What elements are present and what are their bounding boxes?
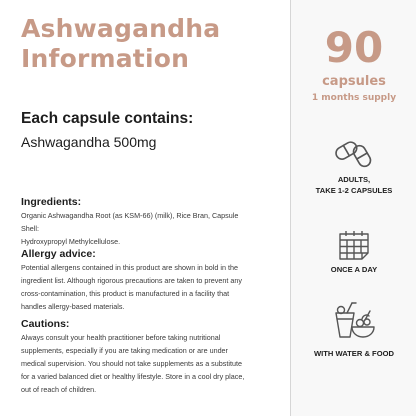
cautions-line: out of reach of children. (21, 385, 97, 394)
cautions-line: supplements, especially if you are taking medication or are under (21, 346, 228, 355)
dosage-label (291, 174, 416, 196)
food-drink-icon (332, 301, 376, 341)
dosage-line-2: TAKE 1-2 CAPSULES (315, 186, 393, 195)
summary-panel (290, 0, 416, 416)
ingredients-line: Organic Ashwagandha Root (as KSM-66) (milk), Rice Bran, Capsule Shell: (21, 211, 239, 233)
dosage-line-1: ADULTS, (337, 175, 371, 184)
ingredients-line: Hydroxypropyl Methylcellulose. (21, 237, 121, 246)
allergy-heading: Allergy advice: (21, 248, 96, 260)
cautions-line: for a varied balanced diet or healthy lifestyle. Store in a cool dry place, (21, 372, 245, 381)
cautions-heading: Cautions: (21, 318, 70, 330)
calendar-icon (337, 229, 371, 261)
cautions-line: medical supervision. You should not take supplements as a substitute (21, 359, 242, 368)
allergy-line: ingredient list. Although rigorous precautions are taken to prevent any (21, 276, 242, 285)
allergy-line: cross-contamination, this product is manufactured in a facility that (21, 289, 230, 298)
cautions-line: Always consult your health practitioner before taking nutritional (21, 333, 221, 342)
contains-heading: Each capsule contains: (21, 110, 194, 127)
cautions-text (21, 331, 253, 396)
page-title (21, 14, 281, 74)
capsule-count: 90 (324, 23, 384, 72)
supply-duration: 1 months supply (311, 93, 397, 103)
title-line-2: Information (21, 44, 190, 73)
capsule-unit: capsules (322, 74, 386, 89)
allergy-line: handles allergy-based materials. (21, 302, 125, 311)
title-line-1: Ashwagandha (21, 14, 221, 43)
ingredients-text (21, 209, 253, 248)
contains-value: Ashwagandha 500mg (21, 134, 157, 150)
ingredients-heading: Ingredients: (21, 196, 82, 208)
allergy-line: Potential allergens contained in this product are shown in bold in the (21, 263, 238, 272)
capsules-icon (332, 134, 374, 170)
frequency-label: ONCE A DAY (330, 265, 378, 274)
intake-label: WITH WATER & FOOD (313, 349, 394, 358)
allergy-text (21, 261, 253, 313)
